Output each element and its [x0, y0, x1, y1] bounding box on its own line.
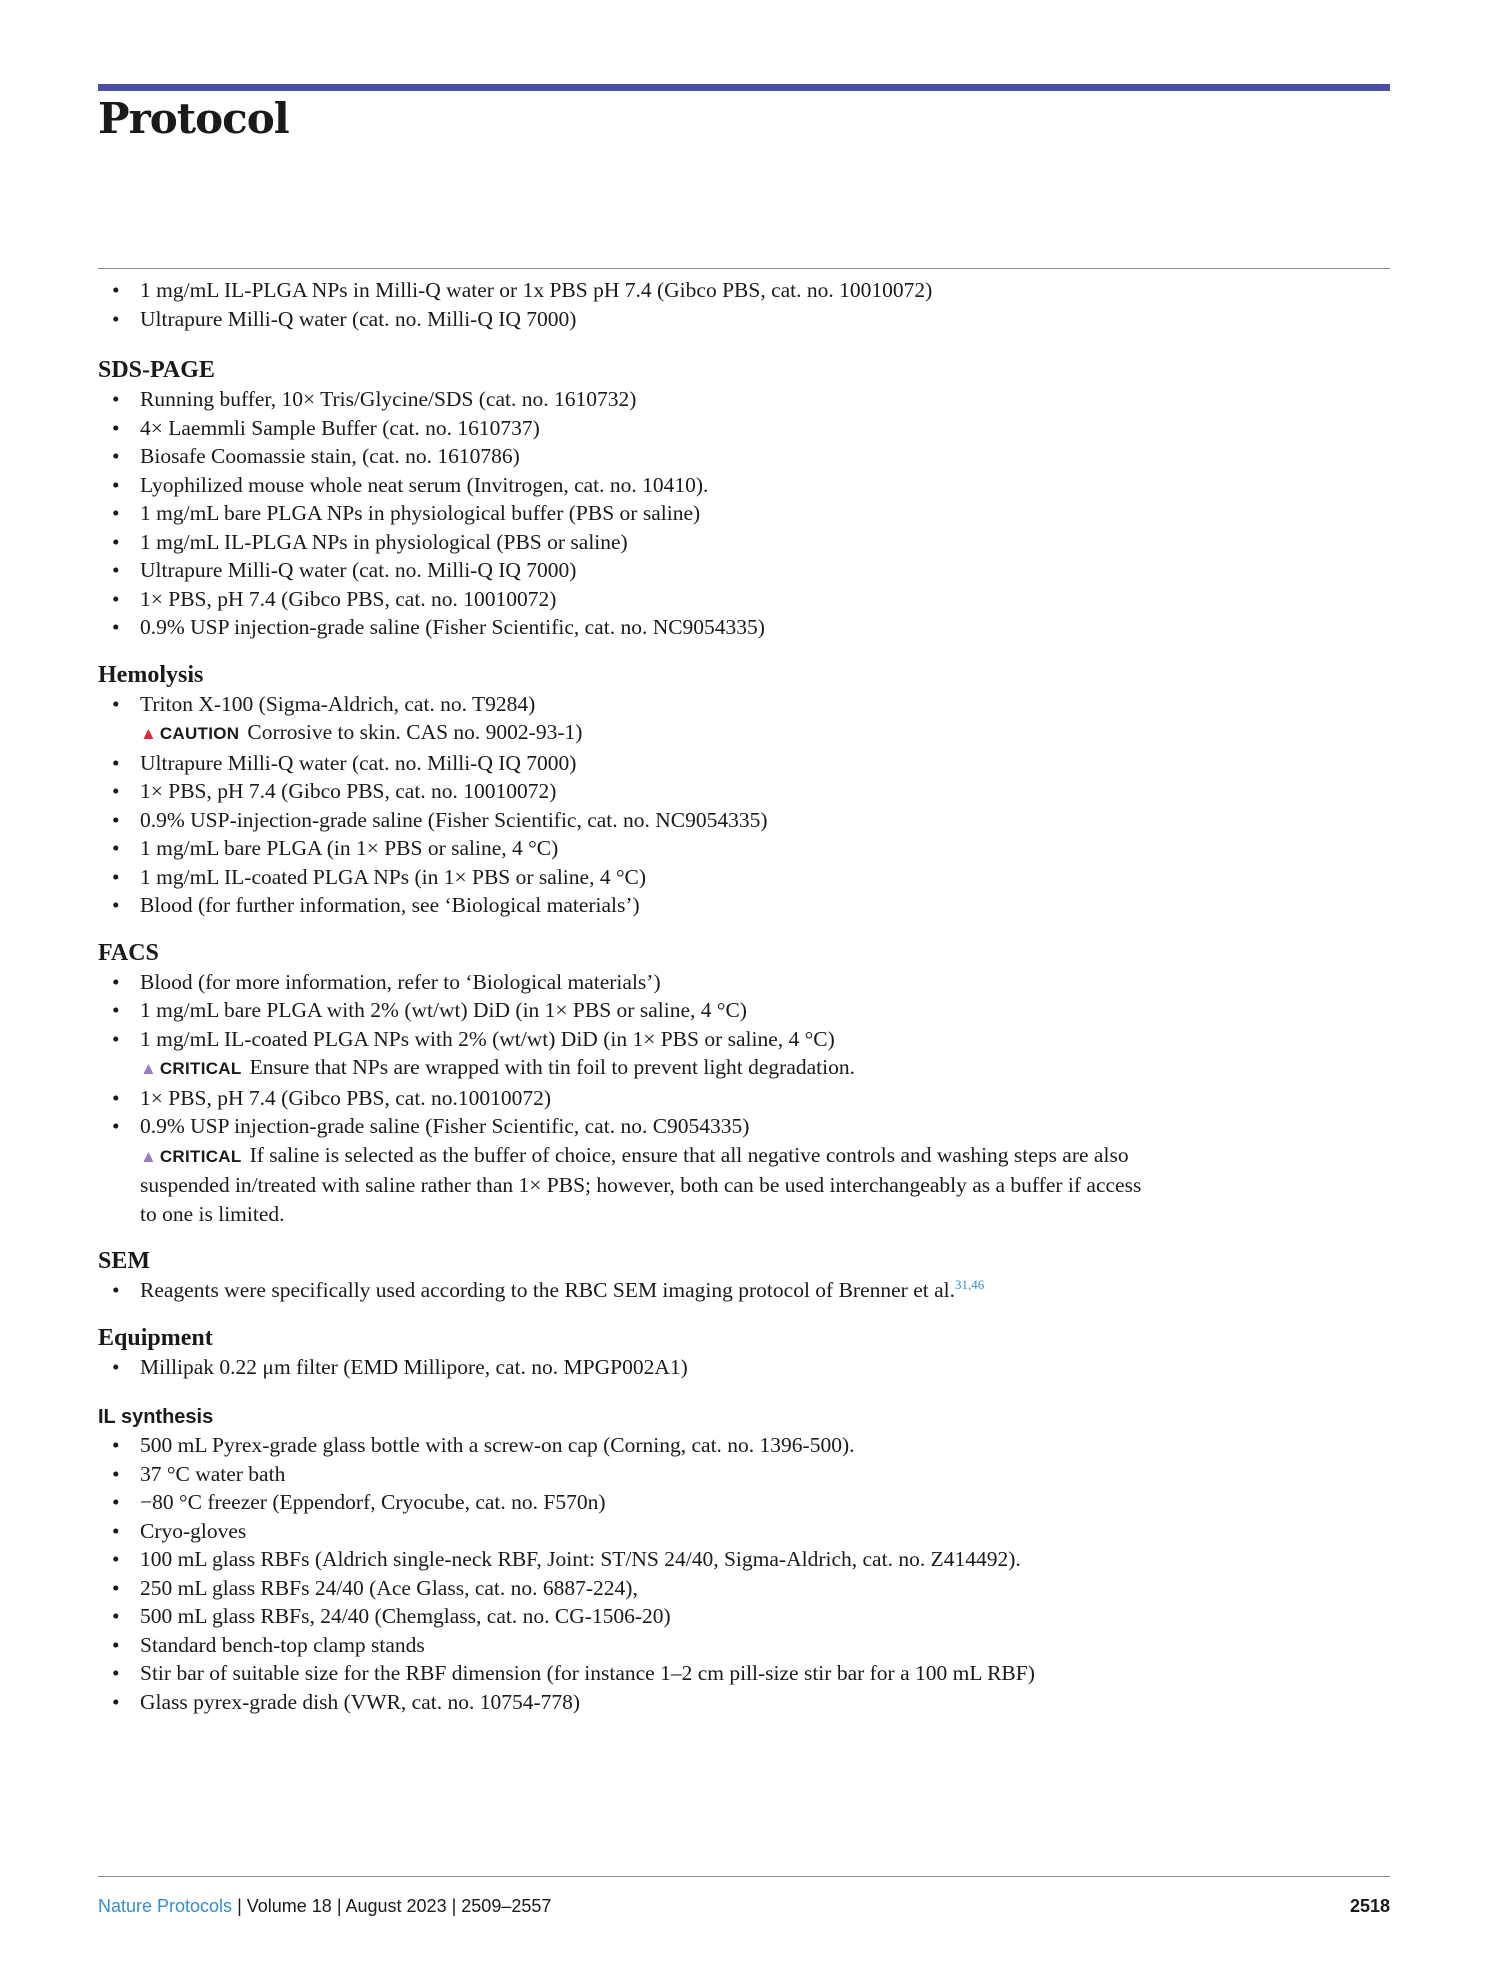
- section-heading: FACS: [98, 939, 159, 966]
- list-item: • 1 mg/mL IL-PLGA NPs in Milli-Q water or 1x PBS pH 7.4 (Gibco PBS, cat. no. 10010072): [112, 278, 933, 302]
- page-footer: Nature Protocols | Volume 18 | August 2023 | 2509–2557 2518: [98, 1896, 1390, 1916]
- list-item: • 500 mL glass RBFs, 24/40 (Chemglass, cat. no. CG-1506-20): [112, 1604, 671, 1628]
- critical-triangle-icon: ▲: [140, 1059, 157, 1078]
- list-item: • Lyophilized mouse whole neat serum (Invitrogen, cat. no. 10410).: [112, 472, 709, 497]
- list-item: • 4× Laemmli Sample Buffer (cat. no. 1610737): [112, 415, 540, 440]
- list-item: • 0.9% USP injection-grade saline (Fisher Scientific, cat. no. C9054335) ▲ CRITICAL If saline is selected as the buffer of choice, ensure that all negative controls and washing steps are also suspended in/treated with saline rather than 1× PBS; however, both can be used interchangeably as a buffer if access to one is limited.: [98, 1112, 1328, 1228]
- content-divider: [98, 268, 1390, 269]
- list-item: • 0.9% USP injection-grade saline (Fisher Scientific, cat. no. NC9054335): [112, 615, 765, 639]
- list-item: • 1× PBS, pH 7.4 (Gibco PBS, cat. no. 10010072): [112, 779, 557, 803]
- list-item: • Stir bar of suitable size for the RBF dimension (for instance 1–2 cm pill-size stir bar for a 100 mL RBF): [112, 1661, 1035, 1685]
- list-item: • 37 °C water bath: [112, 1461, 286, 1486]
- journal-name[interactable]: Nature Protocols: [98, 1896, 233, 1916]
- il-synthesis-list: [98, 1431, 1328, 1716]
- section-hemolysis: [98, 660, 1328, 920]
- page-number: 2518: [1349, 1896, 1390, 1916]
- page-title: Protocol: [98, 94, 289, 143]
- list-item: • 1× PBS, pH 7.4 (Gibco PBS, cat. no.10010072): [112, 1085, 552, 1110]
- list-item: • Running buffer, 10× Tris/Glycine/SDS (cat. no. 1610732): [112, 387, 637, 411]
- list-item: • Standard bench-top clamp stands: [112, 1632, 425, 1657]
- caution-triangle-icon: ▲: [140, 724, 157, 743]
- list-item: • Glass pyrex-grade dish (VWR, cat. no. 10754-778): [112, 1689, 581, 1714]
- list-item: • Blood (for further information, see ‘Biological materials’): [112, 893, 640, 917]
- section-heading: Hemolysis: [98, 661, 204, 688]
- section-sem: [98, 1246, 1328, 1305]
- header-accent-rule: [98, 84, 1390, 91]
- equipment-list: [98, 1353, 1328, 1382]
- caution-note: ▲ CAUTION Corrosive to skin. CAS no. 9002-93-1): [140, 720, 583, 744]
- intro-list: [98, 276, 1328, 333]
- list-item: • 1 mg/mL bare PLGA with 2% (wt/wt) DiD (in 1× PBS or saline, 4 °C): [112, 998, 747, 1022]
- list-item: • Ultrapure Milli-Q water (cat. no. Milli-Q IQ 7000): [112, 750, 577, 775]
- section-heading: SDS-PAGE: [98, 357, 215, 383]
- hemolysis-list: [98, 690, 1328, 920]
- facs-list: [98, 968, 1328, 1229]
- reference-link[interactable]: 31,46: [954, 1276, 985, 1292]
- list-item: • 1 mg/mL IL-coated PLGA NPs with 2% (wt/wt) DiD (in 1× PBS or saline, 4 °C) ▲ CRITICAL Ensure that NPs are wrapped with tin foil to prevent light degradation.: [98, 1025, 1328, 1084]
- section-equipment: [98, 1323, 1328, 1382]
- critical-note: ▲ CRITICAL If saline is selected as the buffer of choice, ensure that all negative controls and washing steps are also suspended in/treated with saline rather than 1× PBS; however, both can be used interchangeably as a buffer if access to one is limited.: [140, 1142, 1142, 1226]
- list-item: • Reagents were specifically used according to the RBC SEM imaging protocol of Brenner et al.$^{31,46}$: [112, 1276, 985, 1302]
- section-facs: [98, 938, 1328, 1229]
- critical-label: CRITICAL: [159, 1059, 242, 1078]
- list-item: • 1 mg/mL IL-PLGA NPs in physiological (PBS or saline): [112, 529, 628, 554]
- list-item: • 500 mL Pyrex-grade glass bottle with a screw-on cap (Corning, cat. no. 1396-500).: [112, 1433, 855, 1457]
- journal-volume: Volume 18: [246, 1896, 332, 1916]
- section-il-synthesis: [98, 1403, 1328, 1716]
- section-sds-page: [98, 355, 1328, 642]
- list-item: • Biosafe Coomassie stain, (cat. no. 1610786): [112, 444, 520, 468]
- critical-note: ▲ CRITICAL Ensure that NPs are wrapped with tin foil to prevent light degradation.: [140, 1055, 855, 1079]
- sem-list: [98, 1276, 1328, 1305]
- document-body: [98, 276, 1328, 1716]
- page-range: 2509–2557: [461, 1896, 552, 1916]
- list-item: • Blood (for more information, refer to ‘Biological materials’): [112, 969, 661, 994]
- list-item: • Ultrapure Milli-Q water (cat. no. Milli-Q IQ 7000): [112, 306, 577, 331]
- list-item: • 1 mg/mL bare PLGA NPs in physiological buffer (PBS or saline): [112, 501, 701, 525]
- list-item: • 1 mg/mL bare PLGA (in 1× PBS or saline, 4 °C): [112, 836, 559, 860]
- list-item: • 100 mL glass RBFs (Aldrich single-neck RBF, Joint: ST/NS 24/40, Sigma-Aldrich, cat. no. Z414492).: [112, 1547, 1021, 1571]
- list-item: • 1 mg/mL IL-coated PLGA NPs (in 1× PBS or saline, 4 °C): [112, 864, 647, 889]
- list-item: • 0.9% USP-injection-grade saline (Fisher Scientific, cat. no. NC9054335): [112, 807, 768, 832]
- list-item: • Ultrapure Milli-Q water (cat. no. Milli-Q IQ 7000): [112, 558, 577, 582]
- list-item: • Millipak 0.22 μm filter (EMD Millipore, cat. no. MPGP002A1): [112, 1354, 688, 1379]
- footer-divider: [98, 1876, 1390, 1877]
- list-item: • Triton X-100 (Sigma-Aldrich, cat. no. T9284) ▲ CAUTION Corrosive to skin. CAS no. 9002-93-1): [98, 690, 1328, 749]
- sds-page-list: [98, 385, 1328, 642]
- critical-triangle-icon: ▲: [140, 1146, 157, 1166]
- publication-date: August 2023: [345, 1896, 447, 1916]
- critical-label: CRITICAL: [159, 1146, 242, 1166]
- subsection-heading: IL synthesis: [98, 1406, 214, 1428]
- list-item: • 1× PBS, pH 7.4 (Gibco PBS, cat. no. 10010072): [112, 586, 557, 611]
- section-heading: Equipment: [98, 1324, 213, 1351]
- list-item: • 250 mL glass RBFs 24/40 (Ace Glass, cat. no. 6887-224),: [112, 1575, 638, 1600]
- section-heading: SEM: [98, 1248, 151, 1274]
- caution-label: CAUTION: [159, 724, 240, 743]
- list-item: • Cryo-gloves: [112, 1518, 247, 1543]
- list-item: • −80 °C freezer (Eppendorf, Cryocube, cat. no. F570n): [112, 1490, 606, 1514]
